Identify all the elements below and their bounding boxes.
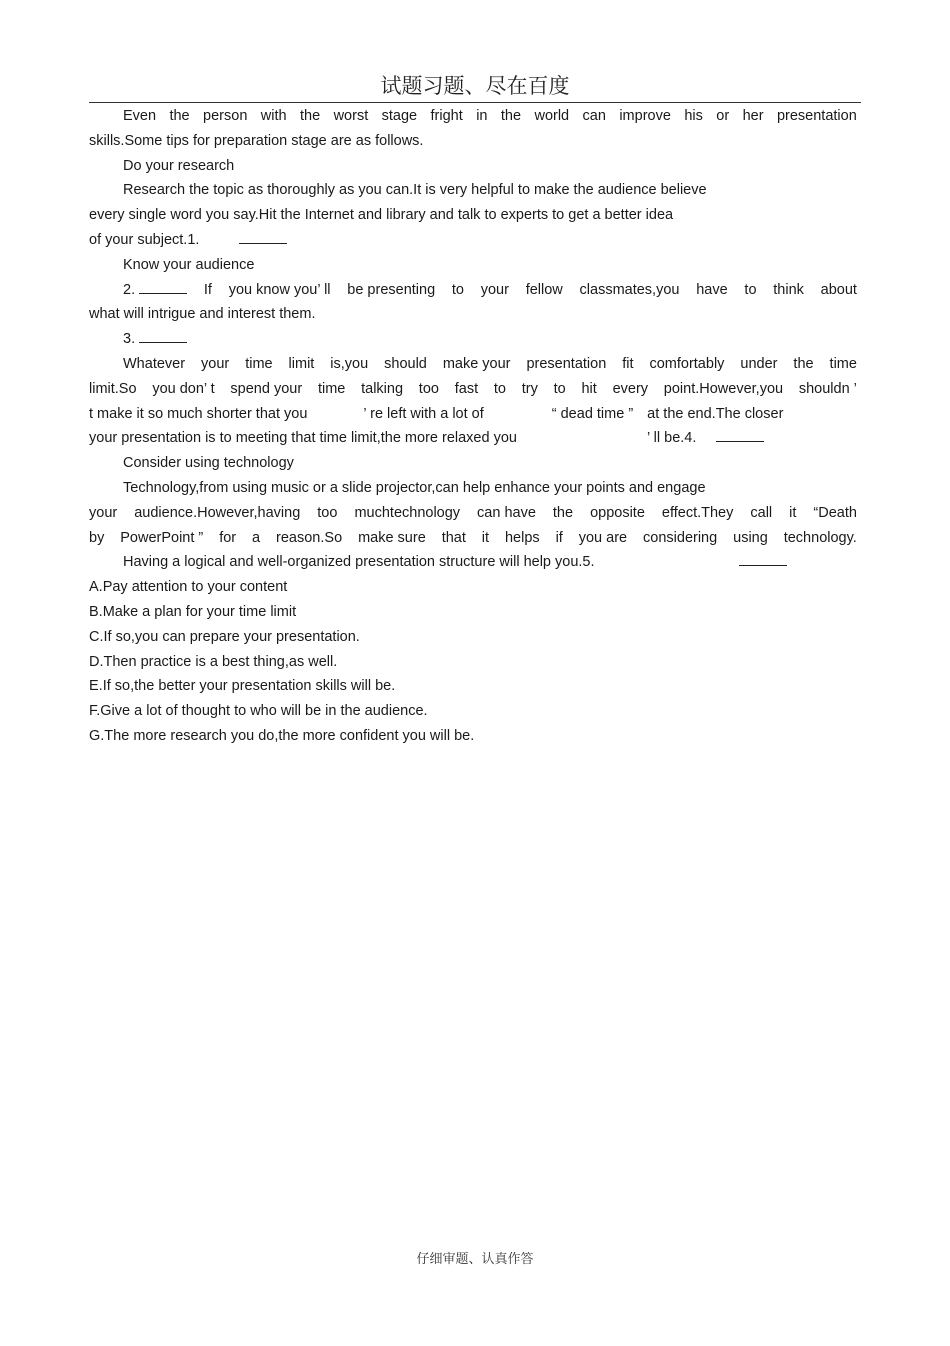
answer-blank-1[interactable] xyxy=(239,229,287,244)
passage-word: make sure xyxy=(358,529,426,546)
passage-word: “Death xyxy=(813,504,857,521)
passage-line xyxy=(89,377,857,402)
answer-option: F.Give a lot of thought to who will be in the audience. xyxy=(89,703,428,720)
passage-word: your xyxy=(89,504,118,521)
passage-word: Whatever xyxy=(123,355,186,372)
question-number: 2. xyxy=(123,278,187,303)
passage-word: it xyxy=(789,504,797,521)
answer-option: E.If so,the better your presentation skills will be. xyxy=(89,678,396,695)
passage-word: shouldn ’ xyxy=(798,380,857,397)
passage-word: the xyxy=(169,108,190,124)
passage-word: you are xyxy=(578,529,628,546)
passage-word: audience.However,having xyxy=(134,504,301,521)
passage-word: by xyxy=(89,529,105,546)
passage-word: with xyxy=(260,108,287,124)
passage-word: time xyxy=(317,380,346,397)
passage-word: effect.They xyxy=(661,504,734,521)
passage-word: considering xyxy=(643,529,718,546)
section-heading: Know your audience xyxy=(123,256,255,273)
passage-line: skills.Some tips for preparation stage are as follows. xyxy=(89,132,424,149)
passage-line xyxy=(89,278,857,303)
passage-line xyxy=(89,402,857,427)
answer-blank-3[interactable] xyxy=(139,328,187,343)
passage-word: helps xyxy=(504,529,540,546)
passage-word: the xyxy=(793,355,814,372)
passage-word: time xyxy=(829,355,857,372)
passage-text: of your subject.1. xyxy=(89,231,200,248)
section-heading: Consider using technology xyxy=(123,455,294,472)
passage-word: you know you’ ll xyxy=(228,281,331,298)
page-footer: 仔细审题、认真作答 xyxy=(416,1252,534,1267)
passage-word: that xyxy=(441,529,466,546)
passage-word: spend your xyxy=(230,380,303,397)
passage-word: a xyxy=(252,529,261,546)
passage-word: every xyxy=(612,380,649,397)
passage-word: his xyxy=(684,108,703,124)
header-divider xyxy=(89,102,861,103)
passage-word: talking xyxy=(361,380,404,397)
passage-word: technology. xyxy=(783,529,857,546)
passage-line xyxy=(89,501,857,526)
answer-option: C.If so,you can prepare your presentation. xyxy=(89,628,360,645)
section-heading: Do your research xyxy=(123,157,235,174)
passage-word: improve xyxy=(619,108,671,124)
answer-blank-5[interactable] xyxy=(739,551,787,566)
answer-blank-4[interactable] xyxy=(716,427,764,442)
passage-word: worst xyxy=(333,108,369,124)
passage-word: to xyxy=(493,380,506,397)
passage-word: the xyxy=(300,108,321,124)
passage-word: in xyxy=(476,108,488,124)
passage-line xyxy=(89,426,857,451)
passage-word: you don’ t xyxy=(152,380,215,397)
passage-text: your presentation is to meeting that time limit,the more relaxed you xyxy=(89,430,517,447)
passage-word: world xyxy=(534,108,570,124)
passage-text: “ dead time ” xyxy=(551,405,634,422)
passage-word: too xyxy=(418,380,439,397)
passage-word: to xyxy=(553,380,566,397)
passage-word: to xyxy=(744,281,757,298)
passage-word: to xyxy=(451,281,464,298)
passage-word: call xyxy=(750,504,773,521)
passage-word: muchtechnology xyxy=(354,504,461,521)
passage-word: your xyxy=(480,281,509,298)
passage-line xyxy=(89,327,857,352)
passage-word: under xyxy=(740,355,778,372)
passage-word: is,you xyxy=(330,355,369,372)
passage-word: person xyxy=(203,108,248,124)
passage-text: Having a logical and well-organized presentation structure will help you.5. xyxy=(123,554,595,571)
passage-word: fast xyxy=(454,380,479,397)
passage-line xyxy=(89,228,857,253)
passage-line: Technology,from using music or a slide projector,can help enhance your points and engage xyxy=(123,479,706,496)
answer-option: B.Make a plan for your time limit xyxy=(89,603,297,620)
passage-word: your xyxy=(201,355,230,372)
passage-word: point.However,you xyxy=(663,380,784,397)
passage-word: presentation xyxy=(776,108,857,124)
passage-word: the xyxy=(500,108,522,124)
passage-text: t make it so much shorter that you xyxy=(89,405,308,422)
passage-line: every single word you say.Hit the Internet and library and talk to experts to get a better idea xyxy=(89,207,674,224)
passage-word: fit xyxy=(622,355,634,372)
passage-word: should xyxy=(384,355,427,372)
passage-word: about xyxy=(820,281,857,298)
passage-word: fright xyxy=(430,108,463,124)
passage-word: time xyxy=(245,355,273,372)
passage-word: using xyxy=(733,529,768,546)
answer-blank-2[interactable] xyxy=(139,279,187,294)
passage-word: Even xyxy=(123,108,157,124)
passage-word: the xyxy=(552,504,574,521)
passage-word: limit.So xyxy=(89,380,137,397)
passage-body xyxy=(89,104,857,749)
passage-word: reason.So xyxy=(276,529,343,546)
passage-word: for xyxy=(219,529,237,546)
question-number: 3. xyxy=(123,331,136,348)
passage-word: hit xyxy=(581,380,597,397)
passage-word: PowerPoint ” xyxy=(120,529,204,546)
passage-word: fellow xyxy=(525,281,563,298)
page-header-title: 试题习题、尽在百度 xyxy=(380,74,570,98)
passage-word: limit xyxy=(288,355,315,372)
passage-word: comfortably xyxy=(649,355,725,372)
passage-line xyxy=(89,104,857,129)
passage-word: think xyxy=(773,281,804,298)
passage-word: presentation xyxy=(526,355,607,372)
answer-option: G.The more research you do,the more confident you will be. xyxy=(89,727,475,744)
passage-word: stage xyxy=(381,108,418,124)
passage-line xyxy=(89,550,857,575)
passage-text: at the end.The closer xyxy=(647,405,784,422)
passage-word: can have xyxy=(477,504,536,521)
passage-word: can xyxy=(582,108,606,124)
passage-word: classmates,you xyxy=(579,281,680,298)
passage-text: ’ ll be.4. xyxy=(646,430,697,447)
passage-word: her xyxy=(742,108,764,124)
passage-line: what will intrigue and interest them. xyxy=(89,306,316,323)
answer-option: D.Then practice is a best thing,as well. xyxy=(89,653,338,670)
passage-line xyxy=(89,352,857,377)
passage-word: or xyxy=(716,108,730,124)
answer-options xyxy=(89,575,857,749)
passage-line xyxy=(89,526,857,551)
passage-line: Research the topic as thoroughly as you can.It is very helpful to make the audience believe xyxy=(123,182,707,199)
passage-word: too xyxy=(317,504,338,521)
answer-option: A.Pay attention to your content xyxy=(89,579,288,596)
passage-word: if xyxy=(555,529,563,546)
passage-word: it xyxy=(481,529,490,546)
passage-word: If xyxy=(203,281,212,298)
passage-word: be presenting xyxy=(347,281,436,298)
passage-word: have xyxy=(696,281,728,298)
passage-word: try xyxy=(521,380,538,397)
passage-word: make your xyxy=(442,355,511,372)
passage-text: ’ re left with a lot of xyxy=(363,405,484,422)
passage-word: opposite xyxy=(590,504,645,521)
